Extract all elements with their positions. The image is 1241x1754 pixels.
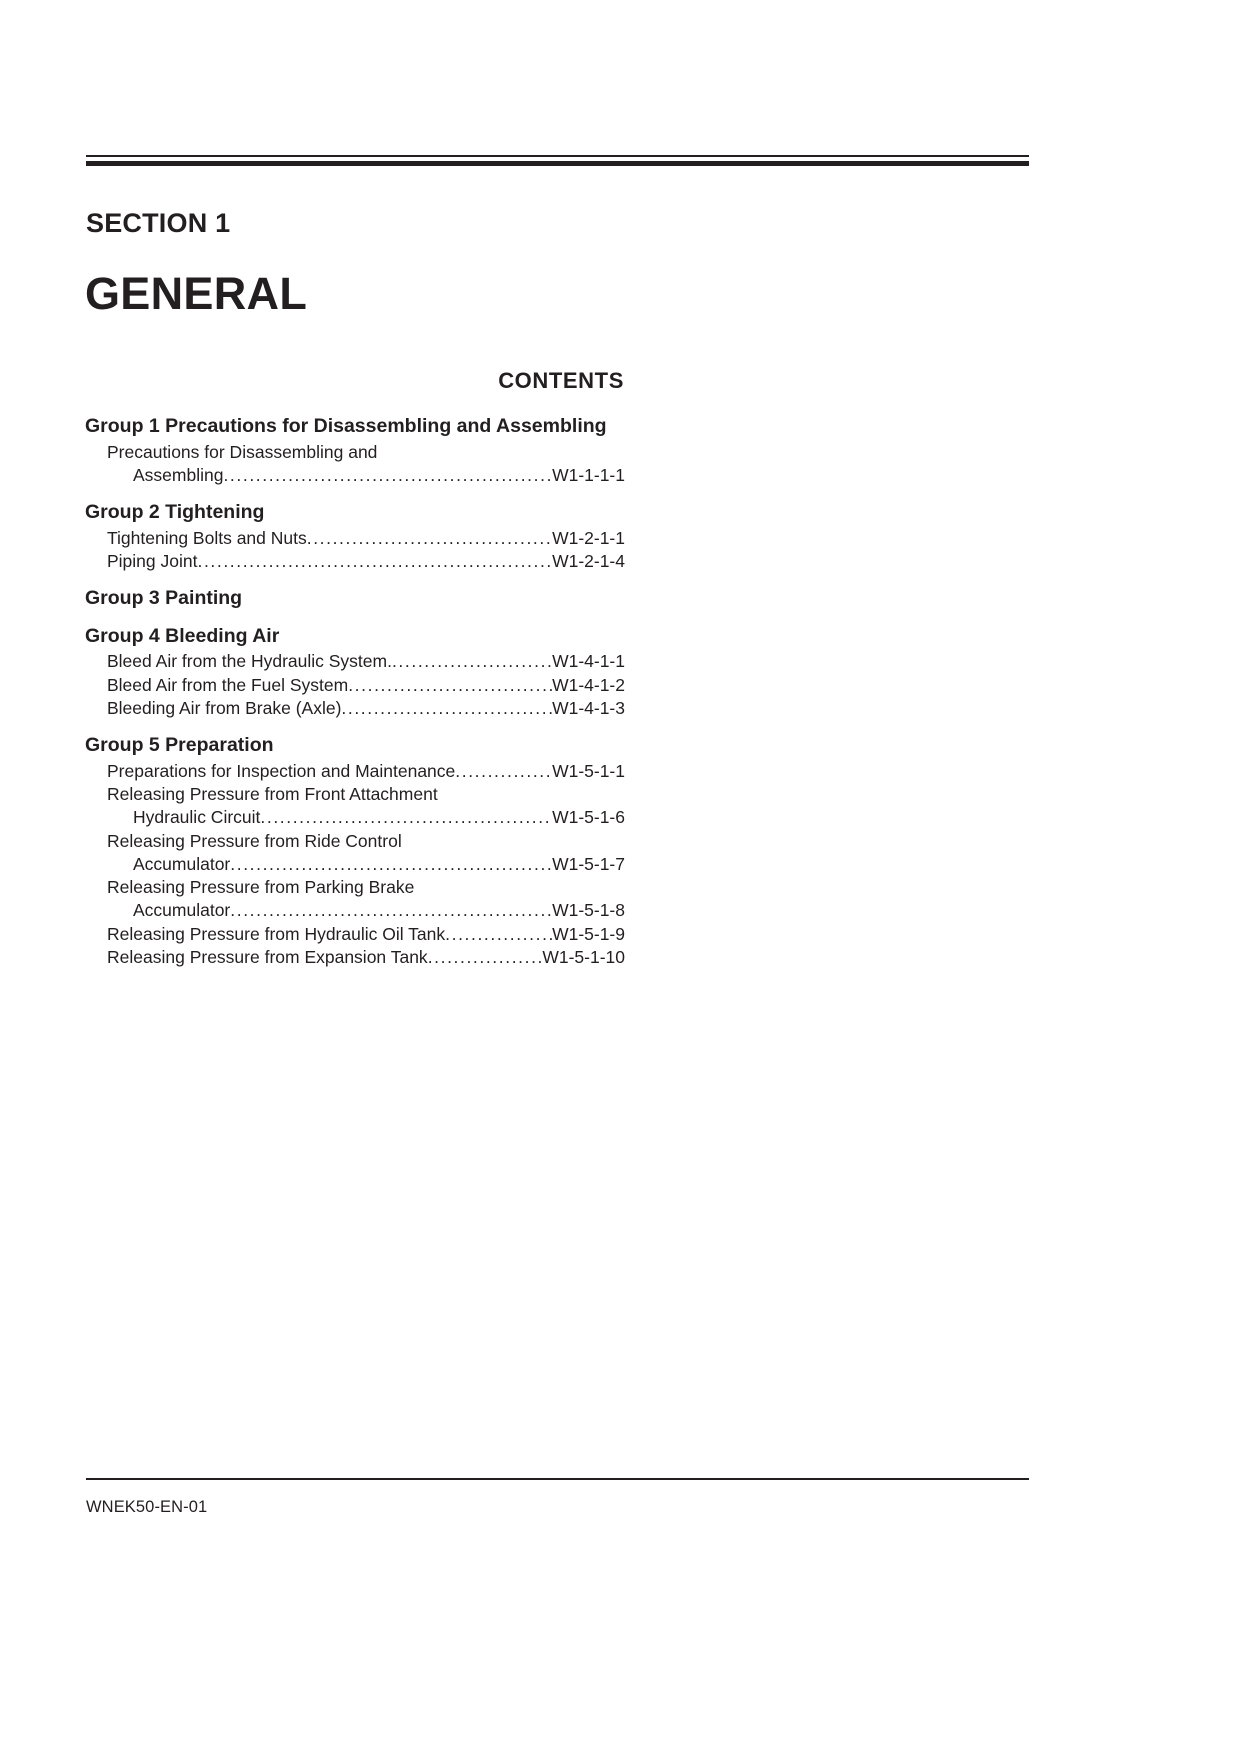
dot-leader [260, 806, 552, 829]
toc-entry[interactable] [85, 527, 625, 550]
header-rule-thick [86, 161, 1029, 166]
toc-entry-pageref: W1-5-1-1 [552, 760, 625, 781]
toc-entry-title: Hydraulic Circuit [133, 807, 261, 828]
toc-entry-pageref: W1-4-1-1 [552, 651, 625, 672]
dot-leader [455, 760, 552, 783]
toc-entry-title-line[interactable]: Releasing Pressure from Front Attachment [107, 784, 438, 805]
dot-leader [348, 674, 552, 697]
toc-entry-list [85, 760, 625, 969]
dot-leader [197, 550, 552, 573]
table-of-contents [85, 368, 625, 969]
dot-leader [307, 527, 552, 550]
toc-entry[interactable] [85, 899, 625, 922]
toc-entry-title: Bleeding Air from Brake (Axle) [107, 697, 342, 718]
toc-entry-pageref: W1-2-1-4 [552, 550, 625, 571]
toc-group [85, 625, 625, 720]
toc-entry-pageref: W1-1-1-1 [552, 464, 625, 485]
toc-entry[interactable] [85, 946, 625, 969]
toc-entry-title: Tightening Bolts and Nuts [107, 527, 307, 548]
page-title: GENERAL [85, 268, 308, 319]
toc-entry-pageref: W1-5-1-10 [542, 946, 625, 967]
toc-entry[interactable] [85, 760, 625, 783]
header-divider [86, 155, 1029, 166]
contents-heading: CONTENTS [498, 368, 624, 393]
footer-document-code: WNEK50-EN-01 [86, 1498, 208, 1516]
toc-entry-title: Releasing Pressure from Expansion Tank [107, 946, 428, 967]
toc-entry-list [85, 441, 625, 488]
dot-leader [230, 853, 552, 876]
section-label: SECTION 1 [86, 208, 231, 238]
toc-entry-title: Preparations for Inspection and Maintenance [107, 760, 456, 781]
toc-entry-pageref: W1-4-1-2 [552, 674, 625, 695]
toc-group-heading[interactable]: Group 3 Painting [85, 587, 243, 610]
toc-entry-title: Releasing Pressure from Hydraulic Oil Tank [107, 923, 446, 944]
toc-group-heading[interactable]: Group 5 Preparation [85, 734, 274, 757]
toc-entry[interactable] [85, 806, 625, 829]
toc-entry[interactable] [85, 923, 625, 946]
toc-group [85, 501, 625, 573]
toc-entry-pageref: W1-5-1-7 [552, 853, 625, 874]
toc-group [85, 587, 625, 611]
footer-divider [86, 1478, 1029, 1480]
toc-entry-pageref: W1-5-1-8 [552, 900, 625, 921]
dot-leader [341, 697, 552, 720]
toc-entry[interactable] [85, 464, 625, 487]
toc-group-heading[interactable]: Group 1 Precautions for Disassembling and Assembling [85, 415, 607, 437]
toc-group-list [85, 415, 625, 969]
toc-entry-title: Bleed Air from the Fuel System [107, 674, 349, 695]
toc-group-heading[interactable]: Group 4 Bleeding Air [85, 624, 280, 647]
toc-entry[interactable] [85, 853, 625, 876]
toc-entry[interactable] [85, 674, 625, 697]
toc-entry[interactable] [85, 650, 625, 673]
toc-entry-title: Accumulator [133, 900, 231, 921]
toc-group [85, 734, 625, 969]
toc-entry[interactable] [85, 697, 625, 720]
toc-entry-pageref: W1-2-1-1 [552, 527, 625, 548]
toc-entry-list [85, 527, 625, 574]
dot-leader [392, 650, 552, 673]
toc-entry-title-line[interactable]: Precautions for Disassembling and [107, 441, 378, 462]
dot-leader [223, 464, 552, 487]
toc-group-heading[interactable]: Group 2 Tightening [85, 501, 265, 524]
toc-entry-pageref: W1-5-1-9 [552, 923, 625, 944]
toc-entry-list [85, 650, 625, 720]
toc-entry-title-line[interactable]: Releasing Pressure from Parking Brake [107, 877, 415, 898]
dot-leader [230, 899, 552, 922]
toc-entry[interactable] [85, 550, 625, 573]
toc-group [85, 415, 625, 487]
toc-entry-pageref: W1-5-1-6 [552, 807, 625, 828]
toc-entry-title: Bleed Air from the Hydraulic System. [107, 651, 392, 672]
toc-entry-title: Assembling [133, 464, 224, 485]
toc-entry-title: Piping Joint [107, 550, 198, 571]
toc-entry-title-line[interactable]: Releasing Pressure from Ride Control [107, 830, 402, 851]
dot-leader [445, 923, 552, 946]
toc-entry-pageref: W1-4-1-3 [552, 697, 625, 718]
toc-entry-title: Accumulator [133, 853, 231, 874]
dot-leader [428, 946, 543, 969]
